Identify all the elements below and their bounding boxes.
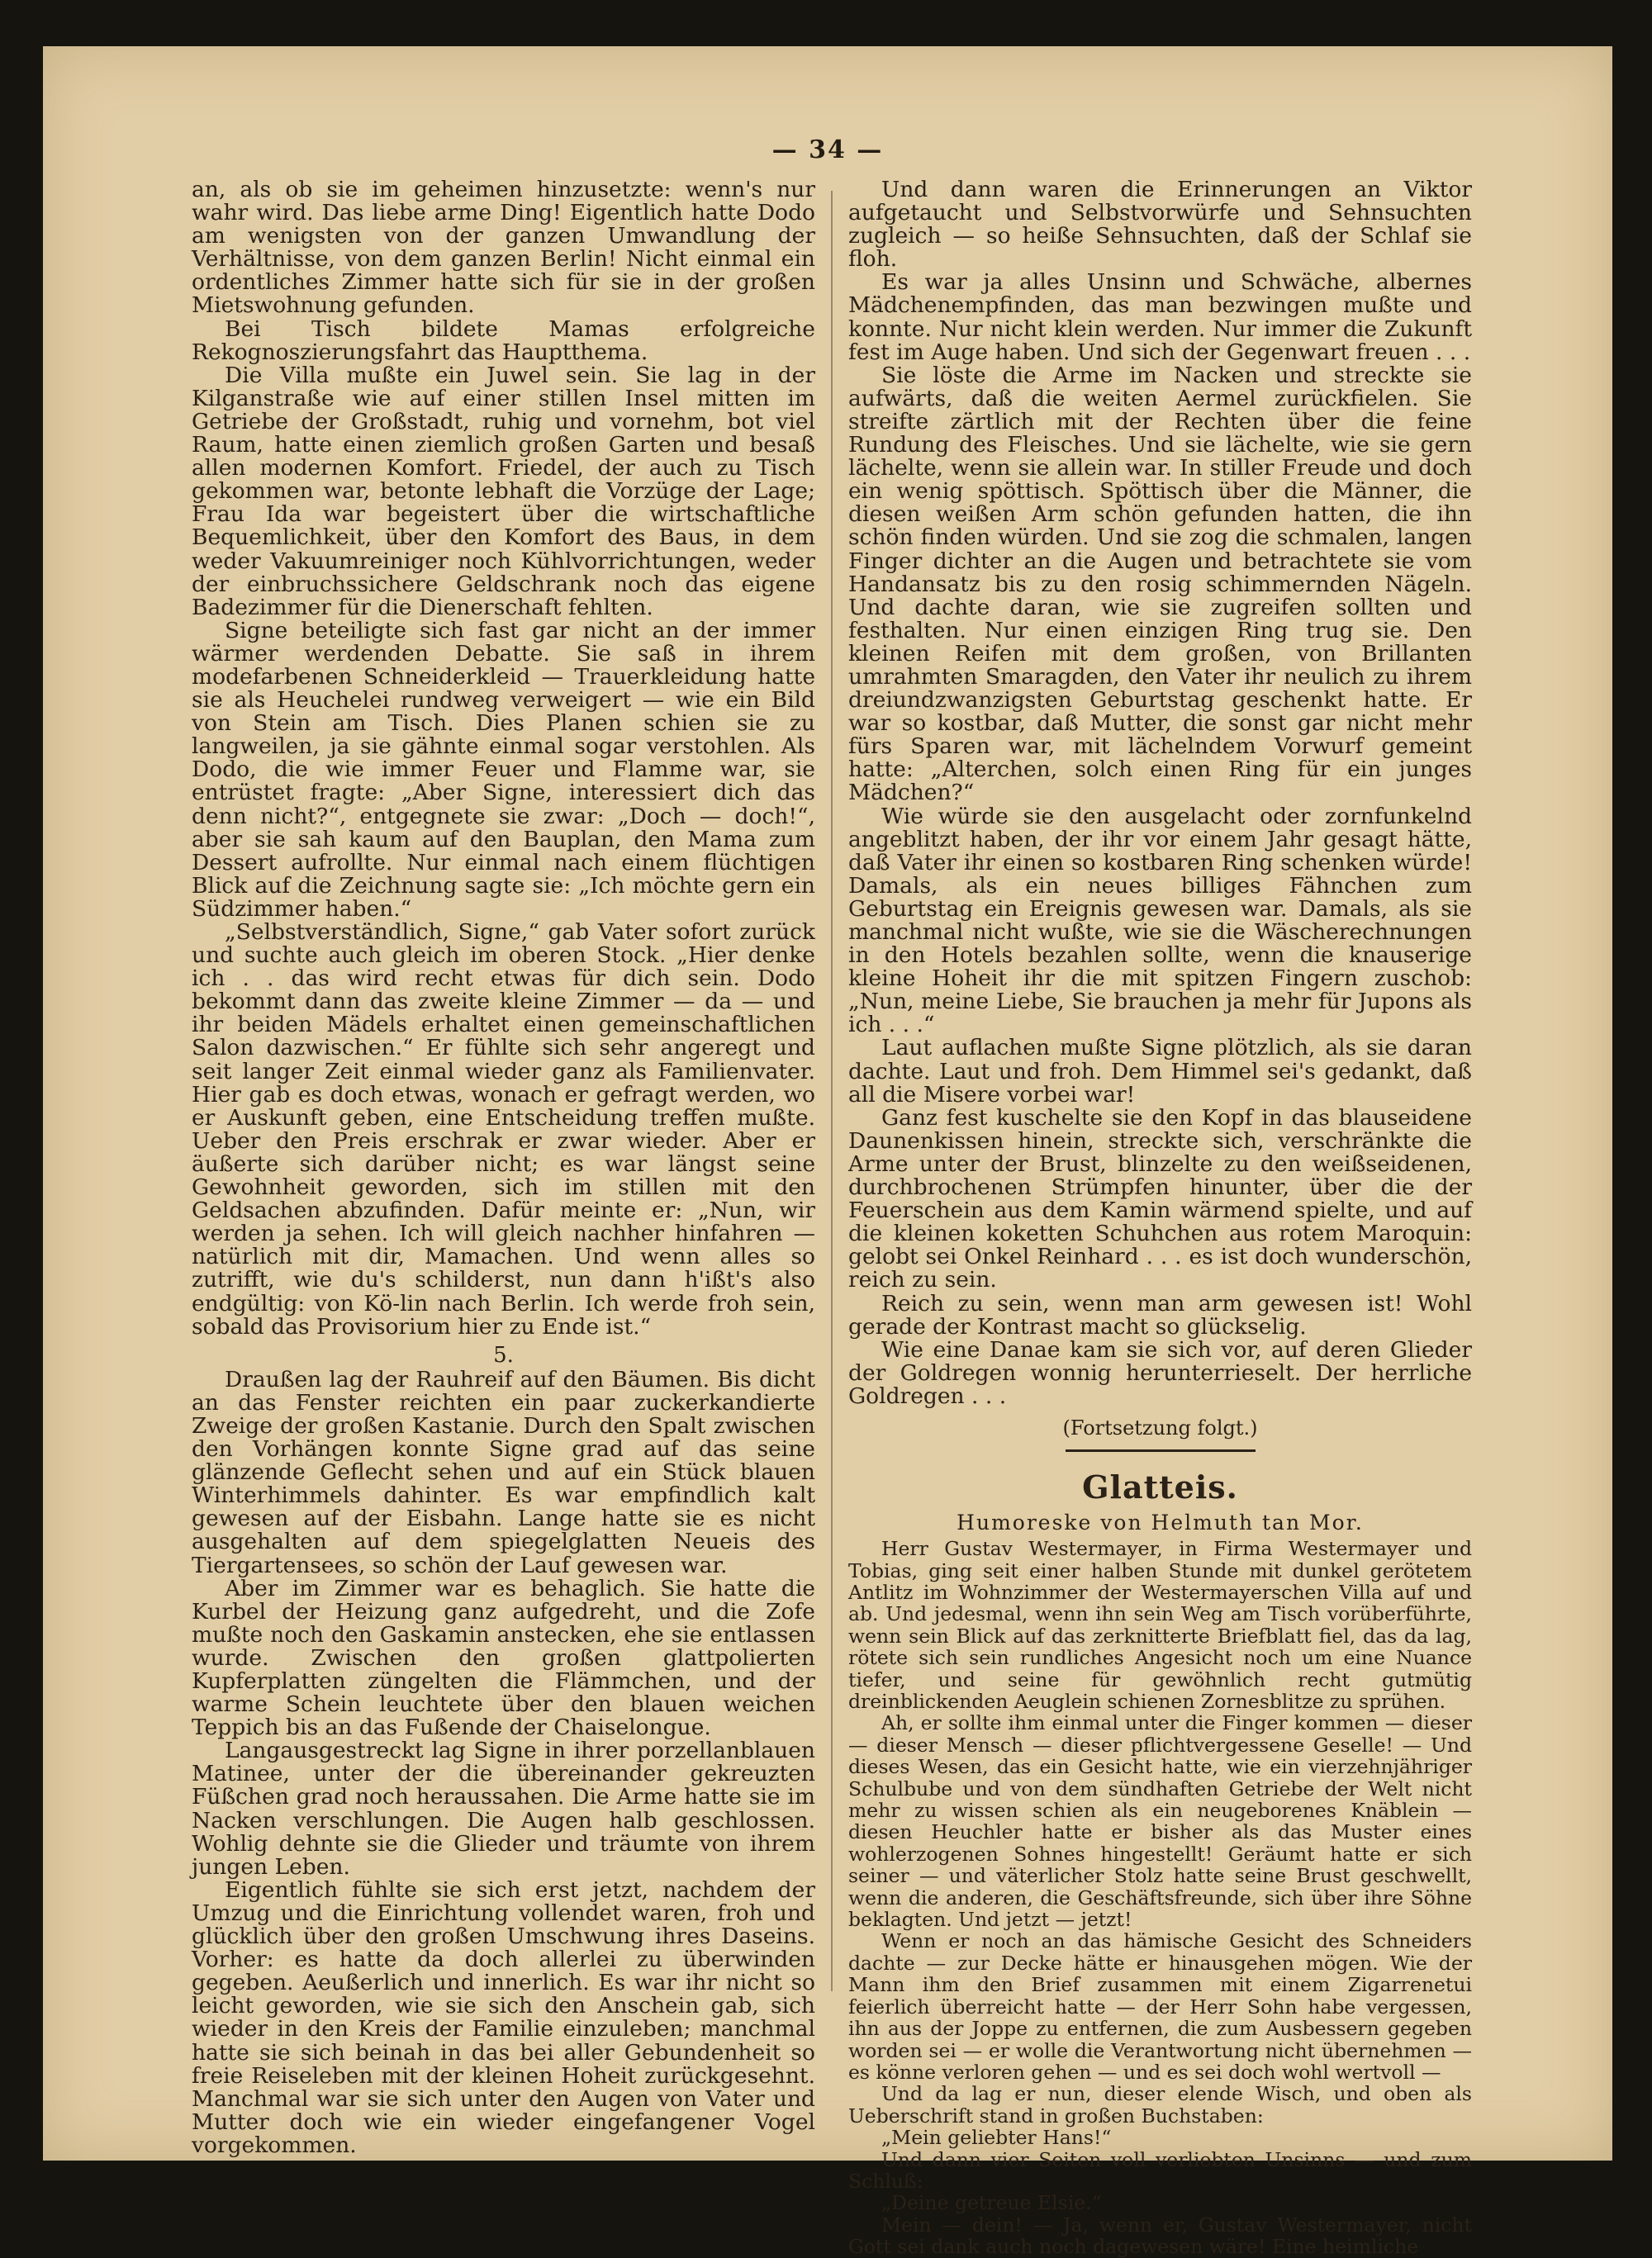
story-paragraph: Ah, er sollte ihm einmal unter die Finger kommen — dieser — dieser Mensch — dieser pflichtvergessene Geselle! — Und dieses Wesen, das ein Gesicht hatte, wie ein vierzehnjähriger Schulbube und von dem sündhaften Getriebe der Welt nicht mehr zu wissen schien als ein neugeborenes Knäblein — diesen Heuchler hatte er bisher als das Muster eines wohlerzogenen Sohnes hingestellt! Geräumt hatte er sich seiner — und väterlicher Stolz hatte seine Brust geschwellt, wenn die anderen, die Geschäftsfreunde, sich über ihre Söhne beklagten. Und jetzt — jetzt!	[848, 1711, 1472, 1932]
right-column	[848, 178, 1472, 2258]
newspaper-page	[43, 46, 1612, 2258]
page-number: — 34 —	[771, 135, 884, 164]
story-paragraph: Und da lag er nun, dieser elende Wisch, und oben als Ueberschrift stand in großen Buchstaben:	[848, 2082, 1472, 2128]
story-paragraph: „Deine getreue Elsie.“	[881, 2191, 1102, 2215]
column-divider	[831, 191, 833, 1991]
right-paragraph: Wie würde sie den ausgelacht oder zornfunkelnd angeblitzt haben, der ihr vor einem Jahr gesagt hätte, daß Vater ihr einen so kostbaren Ring schenken würde! Damals, als ein neues billiges Fähnchen zum Geburtstag ein Ereignis gewesen war. Damals, als sie manchmal nicht wußte, wie sie die Wäscherechnungen in den Hotels bezahlen sollte, wenn die knauserige kleine Hoheit ihr die mit spitzen Fingern zuschob: „Nun, meine Liebe, Sie brauchen ja mehr für Jupons als ich . . .“	[848, 803, 1472, 1038]
right-paragraph: Es war ja alles Unsinn und Schwäche, albernes Mädchenempfinden, das man bezwingen mußte und konnte. Nur nicht klein werden. Nur immer die Zukunft fest im Auge haben. Und sich der Gegenwart freuen . . .	[848, 269, 1472, 365]
left-paragraph: an, als ob sie im geheimen hinzusetzte: wenn's nur wahr wird. Das liebe arme Ding! Eigentlich hatte Dodo am wenigsten von der ganzen Umwandlung der Verhältnisse, von dem ganzen Berlin! Nicht einmal ein ordentliches Zimmer hatte sich für sie in der großen Mietswohnung gefunden.	[192, 177, 815, 319]
story-paragraph: Herr Gustav Westermayer, in Firma Westermayer und Tobias, ging seit einer halben Stunde mit dunkel gerötetem Antlitz im Wohnzimmer der Westermayerschen Villa auf und ab. Und jedesmal, wenn ihn sein Weg am Tisch vorüberführte, wenn sein Blick auf das zerknitterte Briefblatt fiel, das da lag, rötete sich sein rundliches Angesicht noch um eine Nuance tiefer, und seine für gewöhnlich recht gutmütig dreinblickenden Aeuglein schienen Zornesblitze zu sprühen.	[848, 1537, 1472, 1713]
left-paragraph: Signe beteiligte sich fast gar nicht an der immer wärmer werdenden Debatte. Sie saß in ihrem modefarbenen Schneiderkleid — Trauerkleidung hatte sie als Heuchelei rundweg verweigert — wie ein Bild von Stein am Tisch. Dies Planen schien sie zu langweilen, ja sie gähnte einmal sogar verstohlen. Als Dodo, die wie immer Feuer und Flamme war, sie entrüstet fragte: „Aber Signe, interessiert dich das denn nicht?“, entgegnete sie zwar: „Doch — doch!“, aber sie sah kaum auf den Bauplan, den Mama zum Dessert aufrollte. Nur einmal nach einem flüchtigen Blick auf die Zeichnung sagte sie: „Ich möchte gern ein Südzimmer haben.“	[192, 617, 815, 922]
left-paragraph: Eigentlich fühlte sie sich erst jetzt, nachdem der Umzug und die Einrichtung vollendet waren, froh und glücklich über den großen Umschwung ihres Daseins. Vorher: es hatte da doch allerlei zu überwinden gegeben. Aeußerlich und innerlich. Es war ihr nicht so leicht geworden, wie sie sich den Anschein gab, sich wieder in den Kreis der Familie einzuleben; manchmal hatte sie sich beinah in das bei aller Gebundenheit so freie Reiseleben mit der kleinen Hoheit zurückgesehnt. Manchmal war sie sich unter den Augen von Vater und Mutter doch wie ein wieder eingefangener Vogel vorgekommen.	[192, 1876, 815, 2158]
right-paragraph: Sie löste die Arme im Nacken und streckte sie aufwärts, daß die weiten Aermel zurückfielen. Sie streifte zärtlich mit der Rechten über die feine Rundung des Fleisches. Und sie lächelte, wie sie gern lächelte, wenn sie allein war. In stiller Freude und doch ein wenig spöttisch. Spöttisch über die Männer, die diesen weißen Arm schön gefunden hatten, die ihn schön finden würden. Und sie zog die schmalen, langen Finger dichter an die Augen und betrachtete sie vom Handansatz bis zu den rosig schimmernden Nägeln. Und dachte daran, wie sie zugreifen sollten und festhalten. Nur einen einzigen Ring trug sie. Den kleinen Reifen mit dem großen, von Brillanten umrahmten Smaragden, den Vater ihr neulich zu ihrem dreiundzwanzigsten Geburtstag geschenkt hatte. Er war so kostbar, daß Mutter, die sonst gar nicht mehr fürs Sparen war, mit lächelndem Vorwurf gemeint hatte: „Alterchen, solch einen Ring für ein junges Mädchen?“	[848, 362, 1472, 806]
story-paragraph: Wenn er noch an das hämische Gesicht des Schneiders dachte — zur Decke hätte er hinausgehen mögen. Wie der Mann ihm den Brief zusammen mit einem Zigarrenetui feierlich überreicht hatte — der Herr Sohn habe vergessen, ihn aus der Joppe zu entfernen, die zum Ausbessern gegeben worden sei — er wolle die Verantwortung nicht übernehmen — es könne verloren gehen — und es sei doch wohl wertvoll —	[848, 1929, 1472, 2084]
left-paragraph: „Selbstverständlich, Signe,“ gab Vater sofort zurück und suchte auch gleich im oberen Stock. „Hier denke ich . . das wird recht etwas für dich sein. Dodo bekommt dann das zweite kleine Zimmer — da — und ihr beiden Mädels erhaltet einen gemeinschaftlichen Salon dazwischen.“ Er fühlte sich sehr angeregt und seit langer Zeit einmal wieder ganz als Familienvater. Hier gab es doch etwas, wonach er gefragt werden, wo er Auskunft geben, eine Entscheidung treffen mußte. Ueber den Preis erschrak er zwar wieder. Aber er äußerte sich darüber nicht; es war längst seine Gewohnheit geworden, sich im stillen mit den Geldsachen abzufinden. Dafür meinte er: „Nun, wir werden ja sehen. Ich will gleich nachher hinfahren — natürlich mit dir, Mamachen. Und wenn alles so zutrifft, wie du's schilderst, nun dann h'ißt's also endgültig: von Kö-lin nach Berlin. Ich werde froh sein, sobald das Provisorium hier zu Ende ist.“	[192, 919, 815, 1340]
left-paragraph: Die Villa mußte ein Juwel sein. Sie lag in der Kilganstraße wie auf einer stillen Insel mitten im Getriebe der Großstadt, ruhig und vornehm, bot viel Raum, hatte einen ziemlich großen Garten und besaß allen modernen Komfort. Friedel, der auch zu Tisch gekommen war, betonte lebhaft die Vorzüge der Lage; Frau Ida war begeistert über die wirtschaftliche Bequemlichkeit, über den Komfort des Baus, in dem weder Vakuumreiniger noch Kühlvorrichtungen, weder der einbruchssichere Geldschrank noch das eigene Badezimmer für die Dienerschaft fehlten.	[192, 362, 815, 620]
continued-note: (Fortsetzung folgt.)	[1062, 1416, 1258, 1440]
section-number: 5.	[493, 1342, 514, 1368]
left-paragraph: Bei Tisch bildete Mamas erfolgreiche Rekognoszierungsfahrt das Hauptthema.	[192, 315, 815, 365]
right-paragraph: Reich zu sein, wenn man arm gewesen ist! Wohl gerade der Kontrast macht so glückselig.	[848, 1290, 1472, 1340]
left-paragraph: Langausgestreckt lag Signe in ihrer porzellanblauen Matinee, unter der die übereinander gekreuzten Füßchen grad noch heraussahen. Die Arme hatte sie im Nacken verschlungen. Die Augen halb geschlossen. Wohlig dehnte sie die Glieder und träumte von ihrem jungen Leben.	[192, 1738, 815, 1880]
section-divider	[1066, 1449, 1256, 1452]
left-column	[192, 178, 815, 2157]
story-byline: Humoreske von Helmuth tan Mor.	[957, 1511, 1364, 1535]
right-paragraph: Ganz fest kuschelte sie den Kopf in das blauseidene Daunenkissen hinein, streckte sich, verschränkte die Arme unter der Brust, blinzelte zu den weißseidenen, durchbrochenen Strümpfen hinunter, über die der Feuerschein aus dem Kamin wärmend spielte, und auf die kleinen koketten Schuhchen aus rotem Maroquin: gelobt sei Onkel Reinhard . . . es ist doch wunderschön, reich zu sein.	[848, 1104, 1472, 1293]
right-paragraph: Laut auflachen mußte Signe plötzlich, als sie daran dachte. Laut und froh. Dem Himmel sei's gedankt, daß all die Misere vorbei war!	[848, 1035, 1472, 1108]
left-paragraph: Aber im Zimmer war es behaglich. Sie hatte die Kurbel der Heizung ganz aufgedreht, und die Zofe mußte noch den Gaskamin anstecken, ehe sie entlassen wurde. Zwischen den großen glattpolierten Kupferplatten züngelten die Flämmchen, und der warme Schein leuchtete über den blauen weichen Teppich bis an das Fußende der Chaiselongue.	[192, 1575, 815, 1741]
story-paragraph: Mein — dein! — Ja, wenn er, Gustav Westermayer, nicht Gott sei dank auch noch dagewesen wäre! Eine heimliche	[848, 2213, 1472, 2258]
left-paragraph: Draußen lag der Rauhreif auf den Bäumen. Bis dicht an das Fenster reichten ein paar zuckerkandierte Zweige der großen Kastanie. Durch den Spalt zwischen den Vorhängen konnte Signe grad auf das seine glänzende Geflecht sehen und auf ein Stück blauen Winterhimmels dahinter. Es war empfindlich kalt gewesen auf der Eisbahn. Lange hatte sie es nicht ausgehalten auf dem spiegelglatten Neueis des Tiergartensees, so schön der Lauf gewesen war.	[192, 1366, 815, 1578]
story-paragraph: „Mein geliebter Hans!“	[881, 2126, 1112, 2150]
right-paragraph: Und dann waren die Erinnerungen an Viktor aufgetaucht und Selbstvorwürfe und Sehnsuchten zugleich — so heiße Sehnsuchten, daß der Schlaf sie floh.	[848, 177, 1472, 273]
story-body	[848, 1538, 1472, 2257]
story-glatteis	[848, 1470, 1472, 2258]
story-title: Glatteis.	[1082, 1468, 1238, 1506]
story-paragraph: Und dann vier Seiten voll verliebten Unsinns — und zum Schluß:	[848, 2147, 1472, 2193]
right-paragraph: Wie eine Danae kam sie sich vor, auf deren Glieder der Goldregen wonnig herunterrieselt. Der herrliche Goldregen . . .	[848, 1336, 1472, 1409]
